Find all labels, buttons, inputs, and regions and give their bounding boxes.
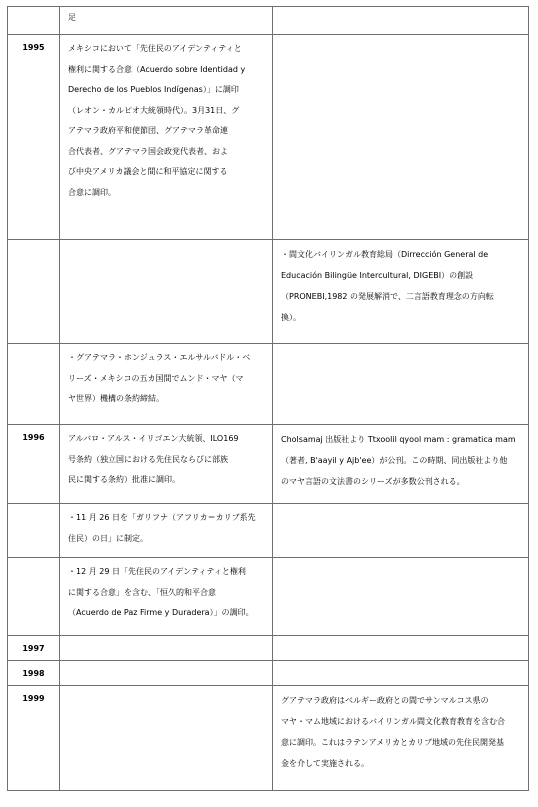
year-cell — [8, 558, 60, 636]
cell-line: 権利に関する合意（Acuerdo sobre Identidad y — [68, 64, 246, 74]
right-cell — [273, 661, 529, 686]
right-cell — [273, 558, 529, 636]
cell-line: 住民）の日」に制定。 — [68, 533, 148, 543]
table-row — [8, 686, 529, 791]
cell-line: グアテマラ政府はベルギー政府との間でサンマルコス県の — [281, 696, 489, 705]
chronology-table — [7, 6, 529, 791]
mid-cell — [60, 504, 273, 558]
mid-cell — [60, 425, 273, 504]
cell-line: （Acuerdo de Paz Firme y Duradera）」の調印。 — [68, 608, 254, 617]
table-row — [8, 7, 529, 35]
year-cell — [8, 344, 60, 425]
mid-cell — [60, 686, 273, 791]
cell-line: ・11 月 26 日を「ガリフナ（アフリカ＝カリブ系先 — [68, 513, 256, 522]
right-cell — [273, 425, 529, 504]
cell-line: マヤ・マム地域におけるバイリンガル間文化教育教育を含む合 — [281, 717, 505, 726]
cell-line: リーズ・メキシコの五カ国間でムンド・マヤ（マ — [68, 373, 244, 383]
cell-line: 金を介して実施される。 — [281, 759, 369, 768]
right-cell — [273, 344, 529, 425]
cell-line: メキシコにおいて「先住民のアイデンティティと — [68, 44, 242, 53]
cell-line: （PRONEBI,1982 の発展解消で、二言語教育理念の方向転 — [281, 292, 494, 301]
table-row — [8, 558, 529, 636]
cell-line: 換）。 — [281, 313, 301, 322]
right-cell — [273, 504, 529, 558]
year-cell — [8, 504, 60, 558]
mid-cell — [60, 35, 273, 240]
cell-line: 民に関する条約）批准に調印。 — [68, 475, 180, 484]
cell-line: アルバロ・アルス・イリゴエン大統領、ILO169 — [68, 434, 239, 443]
cell-line: Cholsamaj 出版社より Ttxoolil qyool mam : gramatica mam — [281, 435, 516, 444]
table-row — [8, 661, 529, 686]
table-row — [8, 425, 529, 504]
year-cell: 1998 — [8, 661, 60, 686]
mid-cell — [60, 7, 273, 35]
year-cell: 1995 — [8, 35, 60, 240]
cell-line: 意に調印。これはラテンアメリカとカリブ地域の先住民開発基 — [281, 738, 505, 747]
cell-line: アテマラ政府平和使節団、グアテマラ革命連 — [68, 126, 228, 135]
mid-cell — [60, 661, 273, 686]
cell-line: 合代表者、グアテマラ国会政党代表者、およ — [68, 146, 228, 156]
cell-line: （レオン・カルピオ大統領時代）。3月31日、グ — [68, 105, 240, 115]
table-row — [8, 35, 529, 240]
mid-cell — [60, 240, 273, 344]
cell-line: （著者, B'aayil y Ajb'ee）が公刊。この時期、同出版社より他 — [281, 456, 508, 465]
right-cell — [273, 636, 529, 661]
right-cell — [273, 7, 529, 35]
year-cell — [8, 7, 60, 35]
cell-line: のマヤ言語の文法書のシリーズが多数公刊される。 — [281, 477, 465, 486]
table-row — [8, 240, 529, 344]
mid-cell — [60, 344, 273, 425]
cell-line: Educación Bilingüe Intercultural, DIGEBI）の創設 — [281, 271, 474, 280]
mid-cell — [60, 558, 273, 636]
year-cell — [8, 240, 60, 344]
year-cell: 1997 — [8, 636, 60, 661]
cell-line: ・間文化バイリンガル教育総局（Dirrección General de — [281, 250, 489, 259]
year-cell: 1999 — [8, 686, 60, 791]
table-row — [8, 504, 529, 558]
mid-cell — [60, 636, 273, 661]
cell-line: び中央アメリカ議会と間に和平協定に関する — [68, 167, 228, 176]
year-cell: 1996 — [8, 425, 60, 504]
cell-line: ・グアテマラ・ホンジュラス・エルサルバドル・ベ — [68, 353, 251, 362]
right-cell — [273, 35, 529, 240]
cell-line: 合意に調印。 — [68, 187, 116, 197]
right-cell — [273, 240, 529, 344]
cell-line: に関する合意」を含む、「恒久的和平合意 — [68, 587, 216, 597]
cell-line: Derecho de los Pueblos Indígenas）」に調印 — [68, 85, 239, 94]
right-cell — [273, 686, 529, 791]
table-row — [8, 636, 529, 661]
chronology-body — [8, 7, 529, 791]
cell-line: 号条約（独立国における先住民ならびに部族 — [68, 454, 228, 464]
table-row — [8, 344, 529, 425]
cell-line: 足 — [68, 13, 76, 22]
cell-line: ヤ世界）機構の条約締結。 — [68, 394, 164, 403]
cell-line: ・12 月 29 日「先住民のアイデンティティと権利 — [68, 567, 246, 576]
